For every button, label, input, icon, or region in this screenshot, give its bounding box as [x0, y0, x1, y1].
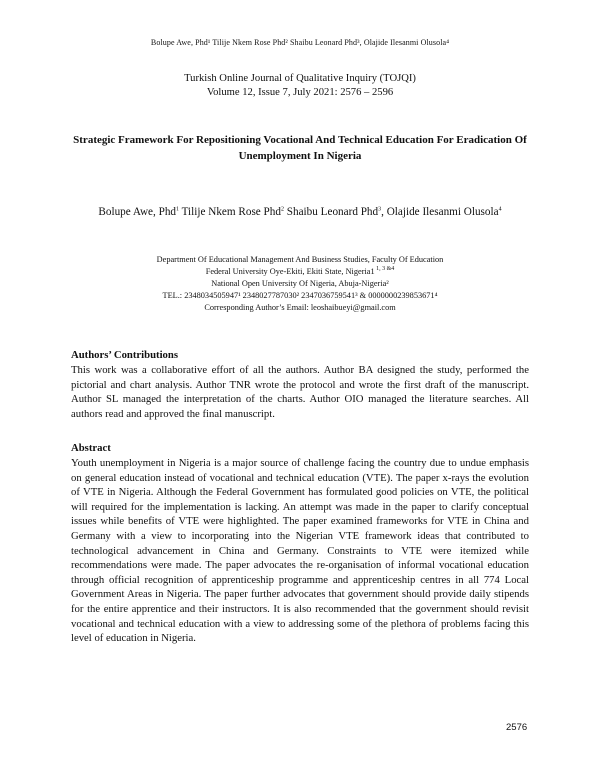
affil-department: Department Of Educational Management And Business Studies, Faculty Of Education [156, 255, 444, 264]
author-4: , Olajide Ilesanmi Olusola [381, 206, 499, 218]
affil-university [0, 266, 600, 278]
affil-telephone: TEL.: 2348034505947¹ 2348027787030² 2347036759541³ & 0000000239853671⁴ [162, 291, 438, 301]
abstract-section [71, 442, 529, 646]
author-1: Bolupe Awe, Phd [98, 206, 177, 218]
affil-email: Corresponding Author’s Email: leoshaibueyi@gmail.com [204, 303, 396, 313]
contributions-section [71, 349, 529, 421]
journal-name: Turkish Online Journal of Qualitative Inquiry (TOJQI) [184, 73, 416, 84]
journal-issue: Volume 12, Issue 7, July 2021: 2576 – 2596 [206, 86, 394, 98]
journal-info [0, 72, 600, 99]
author-1-mark: 1 [176, 206, 180, 213]
author-2: Tilije Nkem Rose Phd [179, 206, 281, 218]
abstract-text: Youth unemployment in Nigeria is a major source of challenge facing the country due to undue emphasis on general education instead of vocational and technical education (VTE). The paper x-rays the evolution of VTE in Nigeria. Although the Federal Government has formulated good policies on VTE, the political will required for the implementation is lacking. An attempt was made in the paper to clarify conceptual issues while benefits of VTE were highlighted. The paper examined frameworks for VTE in China and Germany with a view to incorporating into the Nigerian VTE framework ideas that contributed to technological advancement in China and Germany. Constraints to VTE were itemized while recommendations were made. The paper advocates the re-organisation of informal vocational education through official recognition of apprenticeship programme and apprenticeship centres in all 774 Local Government Areas in Nigeria. The paper further advocates that government should provide daily stipends for the entire apprentice and their instructors. It is also recommended that the government should revisit vocational and technical education with a view to addressing some of the plethora of problems facing this level of education in Nigeria. [71, 457, 529, 645]
author-2-mark: 2 [280, 206, 284, 213]
contributions-heading: Authors’ Contributions [71, 349, 178, 361]
author-3-mark: 3 [378, 206, 382, 213]
affil-noun: National Open University Of Nigeria, Abuja-Nigeria² [211, 279, 389, 289]
affil-university-mark: 1, 3 &4 [374, 266, 395, 273]
contributions-text: This work was a collaborative effort of all the authors. Author BA designed the study, performed the pictorial and chart analysis. Author TNR wrote the protocol and wrote the first draft of the manuscript. Author SL managed the interpretation of the charts. Author OIO managed the literature searches. All authors read and approved the final manuscript. [71, 364, 529, 420]
author-4-mark: 4 [498, 206, 502, 213]
running-head: Bolupe Awe, Phd¹ Tilije Nkem Rose Phd² Shaibu Leonard Phd³, Olajide Ilesanmi Olusola⁴ [150, 38, 450, 47]
affil-university-name: Federal University Oye-Ekiti, Ekiti State, Nigeria1 [205, 267, 375, 277]
author-3: Shaibu Leonard Phd [283, 206, 379, 218]
author-line [0, 206, 600, 218]
paper-title: Strategic Framework For Repositioning Vocational And Technical Education For Eradication Of Unemployment In Nigeria [73, 134, 527, 162]
page-number: 2576 [506, 722, 528, 733]
affiliations [0, 254, 600, 314]
abstract-heading: Abstract [71, 442, 111, 454]
